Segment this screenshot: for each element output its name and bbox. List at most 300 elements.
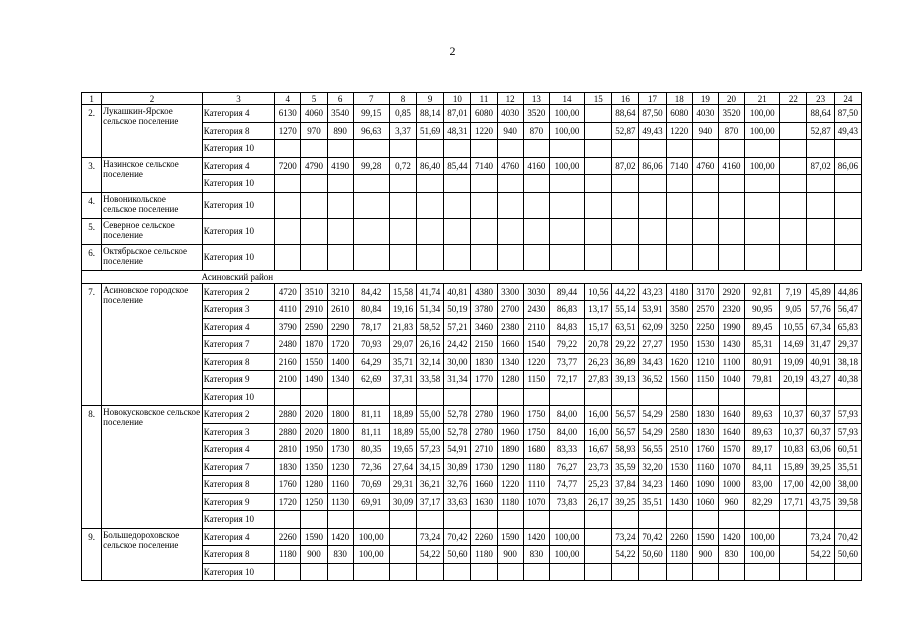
header-cell: 19 [692,93,718,105]
value-cell: 830 [718,546,744,564]
value-cell: 70,93 [353,336,389,354]
value-cell: 3580 [666,301,692,319]
row-number: 6. [82,244,102,270]
category-cell: Категория 10 [202,140,274,158]
value-cell [718,388,744,406]
value-cell: 1570 [718,441,744,459]
value-cell: 1830 [692,423,718,441]
data-table [81,92,862,581]
value-cell: 54,22 [417,546,444,564]
value-cell: 79,81 [745,371,780,389]
value-cell: 10,37 [780,406,807,424]
header-cell: 3 [202,93,274,105]
value-cell: 1420 [523,528,549,546]
category-cell: Категория 8 [202,353,274,371]
value-cell: 1340 [497,353,523,371]
value-cell: 26,23 [585,353,612,371]
category-cell: Категория 2 [202,283,274,301]
header-cell: 13 [523,93,549,105]
value-cell: 2480 [275,336,301,354]
value-cell [301,563,327,581]
value-cell [807,388,834,406]
value-cell: 4760 [497,157,523,175]
value-cell: 40,91 [807,353,834,371]
value-cell: 42,00 [807,476,834,494]
value-cell: 970 [301,122,327,140]
value-cell: 82,29 [745,493,780,511]
settlement-name: Назинское сельское поселение [102,157,203,192]
value-cell: 900 [301,546,327,564]
value-cell: 960 [718,493,744,511]
value-cell [301,218,327,244]
value-cell: 44,22 [612,283,639,301]
value-cell [389,511,416,529]
value-cell: 4190 [327,157,353,175]
value-cell: 7140 [666,157,692,175]
value-cell: 1250 [301,493,327,511]
value-cell [834,244,861,270]
value-cell [745,192,780,218]
value-cell: 3790 [275,318,301,336]
value-cell [585,122,612,140]
category-cell: Категория 2 [202,406,274,424]
value-cell [834,140,861,158]
value-cell: 1680 [523,441,549,459]
value-cell [523,218,549,244]
value-cell: 39,25 [612,493,639,511]
value-cell: 80,91 [745,353,780,371]
value-cell: 34,43 [639,353,666,371]
value-cell: 1560 [666,371,692,389]
value-cell: 1180 [275,546,301,564]
value-cell: 76,27 [549,458,584,476]
value-cell: 830 [523,546,549,564]
value-cell [497,244,523,270]
value-cell: 1150 [523,371,549,389]
value-cell: 62,09 [639,318,666,336]
value-cell [444,218,471,244]
value-cell: 57,93 [834,423,861,441]
value-cell [389,563,416,581]
value-cell: 38,00 [834,476,861,494]
value-cell: 37,31 [389,371,416,389]
value-cell [692,192,718,218]
value-cell: 3210 [327,283,353,301]
value-cell: 89,63 [745,423,780,441]
row-number: 4. [82,192,102,218]
value-cell: 15,58 [389,283,416,301]
value-cell [523,388,549,406]
value-cell: 2260 [666,528,692,546]
value-cell [612,388,639,406]
value-cell: 4760 [692,157,718,175]
value-cell [301,175,327,193]
value-cell: 79,22 [549,336,584,354]
value-cell [585,244,612,270]
value-cell [834,563,861,581]
value-cell: 0,72 [389,157,416,175]
value-cell: 39,25 [807,458,834,476]
value-cell: 1040 [718,371,744,389]
value-cell: 3030 [523,283,549,301]
value-cell [389,388,416,406]
value-cell: 100,00 [549,528,584,546]
settlement-name: Октябрьское сельское поселение [102,244,203,270]
header-cell: 17 [639,93,666,105]
value-cell: 2110 [523,318,549,336]
value-cell [389,218,416,244]
value-cell: 15,17 [585,318,612,336]
value-cell [497,563,523,581]
table-body-lower [82,283,862,581]
value-cell: 10,56 [585,283,612,301]
value-cell: 58,52 [417,318,444,336]
value-cell: 1430 [666,493,692,511]
value-cell: 7200 [275,157,301,175]
value-cell: 50,60 [639,546,666,564]
value-cell: 92,81 [745,283,780,301]
value-cell: 84,83 [549,318,584,336]
value-cell: 80,35 [353,441,389,459]
value-cell: 1660 [471,476,497,494]
value-cell: 100,00 [549,122,584,140]
value-cell [497,192,523,218]
value-cell: 58,93 [612,441,639,459]
value-cell: 54,22 [612,546,639,564]
value-cell: 73,24 [807,528,834,546]
value-cell: 34,23 [639,476,666,494]
value-cell: 2700 [497,301,523,319]
category-cell: Категория 3 [202,423,274,441]
value-cell: 100,00 [549,105,584,123]
value-cell: 16,67 [585,441,612,459]
value-cell: 7,19 [780,283,807,301]
value-cell: 3520 [718,105,744,123]
value-cell: 33,63 [444,493,471,511]
value-cell: 87,02 [807,157,834,175]
category-cell: Категория 8 [202,546,274,564]
value-cell [389,546,416,564]
value-cell: 10,83 [780,441,807,459]
settlement-name: Новокусковское сельское поселение [102,406,203,529]
value-cell [612,244,639,270]
value-cell [471,218,497,244]
header-cell: 12 [497,93,523,105]
value-cell [471,175,497,193]
header-cell: 18 [666,93,692,105]
value-cell [549,218,584,244]
header-cell: 21 [745,93,780,105]
value-cell [389,192,416,218]
value-cell: 54,29 [639,406,666,424]
value-cell [301,511,327,529]
value-cell [327,175,353,193]
value-cell [780,528,807,546]
value-cell: 100,00 [745,105,780,123]
value-cell [275,218,301,244]
header-row [82,93,862,105]
header-cell: 8 [389,93,416,105]
settlement-name: Лукашкин-Ярское сельское поселение [102,105,203,158]
table-row [82,192,862,218]
value-cell: 3510 [301,283,327,301]
value-cell: 2610 [327,301,353,319]
value-cell: 1590 [497,528,523,546]
value-cell [807,511,834,529]
value-cell [780,388,807,406]
value-cell: 2160 [275,353,301,371]
row-number: 7. [82,283,102,406]
value-cell: 1150 [692,371,718,389]
value-cell: 13,17 [585,301,612,319]
value-cell: 100,00 [745,528,780,546]
value-cell: 63,06 [807,441,834,459]
value-cell: 80,84 [353,301,389,319]
value-cell: 30,00 [444,353,471,371]
value-cell: 3780 [471,301,497,319]
value-cell: 3170 [692,283,718,301]
value-cell: 52,87 [807,122,834,140]
value-cell: 57,23 [417,441,444,459]
value-cell [780,546,807,564]
value-cell: 1890 [497,441,523,459]
value-cell [417,218,444,244]
value-cell: 89,63 [745,406,780,424]
value-cell: 2780 [471,406,497,424]
value-cell: 1230 [327,458,353,476]
value-cell [718,511,744,529]
value-cell: 99,28 [353,157,389,175]
value-cell [523,244,549,270]
value-cell [549,192,584,218]
value-cell: 35,51 [639,493,666,511]
value-cell: 6080 [471,105,497,123]
value-cell [807,175,834,193]
row-number: 8. [82,406,102,529]
value-cell [585,388,612,406]
value-cell: 72,36 [353,458,389,476]
header-cell: 23 [807,93,834,105]
value-cell: 1100 [718,353,744,371]
value-cell: 54,29 [639,423,666,441]
category-cell: Категория 10 [202,192,274,218]
value-cell: 7140 [471,157,497,175]
value-cell: 29,31 [389,476,416,494]
value-cell: 37,84 [612,476,639,494]
header-cell: 6 [327,93,353,105]
value-cell [497,511,523,529]
value-cell [780,218,807,244]
value-cell [275,511,301,529]
value-cell [834,175,861,193]
category-cell: Категория 4 [202,528,274,546]
value-cell: 60,37 [807,406,834,424]
value-cell: 2430 [523,301,549,319]
header-cell: 20 [718,93,744,105]
value-cell: 54,22 [807,546,834,564]
value-cell [275,244,301,270]
value-cell: 16,00 [585,423,612,441]
value-cell: 1070 [718,458,744,476]
value-cell: 19,09 [780,353,807,371]
value-cell [745,511,780,529]
value-cell [389,528,416,546]
value-cell [353,511,389,529]
value-cell: 52,78 [444,423,471,441]
category-cell: Категория 10 [202,563,274,581]
value-cell: 1540 [523,336,549,354]
value-cell: 3460 [471,318,497,336]
value-cell: 51,34 [417,301,444,319]
value-cell: 27,64 [389,458,416,476]
category-cell: Категория 8 [202,476,274,494]
value-cell: 1180 [471,546,497,564]
table-row [82,244,862,270]
value-cell: 83,00 [745,476,780,494]
value-cell: 39,58 [834,493,861,511]
table-row [82,157,862,175]
value-cell: 84,42 [353,283,389,301]
value-cell [585,157,612,175]
category-cell: Категория 10 [202,388,274,406]
value-cell: 1340 [327,371,353,389]
value-cell: 900 [497,546,523,564]
value-cell: 1620 [666,353,692,371]
value-cell: 55,14 [612,301,639,319]
value-cell: 1160 [327,476,353,494]
value-cell [417,244,444,270]
value-cell: 85,44 [444,157,471,175]
value-cell: 1490 [301,371,327,389]
district-name: Асиновский район [102,270,862,283]
value-cell [745,140,780,158]
value-cell: 870 [523,122,549,140]
value-cell: 100,00 [745,122,780,140]
value-cell [666,563,692,581]
value-cell: 63,51 [612,318,639,336]
value-cell [780,244,807,270]
value-cell: 940 [497,122,523,140]
value-cell: 50,19 [444,301,471,319]
value-cell [417,563,444,581]
value-cell [301,244,327,270]
value-cell [444,140,471,158]
header-cell: 24 [834,93,861,105]
value-cell: 1180 [497,493,523,511]
value-cell: 1830 [275,458,301,476]
value-cell [389,140,416,158]
value-cell: 1800 [327,406,353,424]
value-cell [780,511,807,529]
value-cell: 32,20 [639,458,666,476]
value-cell [718,244,744,270]
value-cell: 1630 [471,493,497,511]
table-row [82,283,862,301]
category-cell: Категория 10 [202,244,274,270]
value-cell [471,511,497,529]
value-cell: 70,42 [444,528,471,546]
value-cell: 1110 [523,476,549,494]
value-cell [523,192,549,218]
value-cell [585,218,612,244]
value-cell [327,388,353,406]
value-cell [780,175,807,193]
value-cell: 84,11 [745,458,780,476]
value-cell: 62,69 [353,371,389,389]
value-cell: 35,71 [389,353,416,371]
value-cell: 37,17 [417,493,444,511]
value-cell: 1070 [523,493,549,511]
category-cell: Категория 7 [202,458,274,476]
value-cell [444,244,471,270]
value-cell: 87,01 [444,105,471,123]
value-cell [353,218,389,244]
value-cell: 64,29 [353,353,389,371]
value-cell [745,388,780,406]
value-cell: 1420 [327,528,353,546]
value-cell [549,244,584,270]
row-number: 5. [82,218,102,244]
value-cell: 1530 [692,336,718,354]
value-cell: 21,83 [389,318,416,336]
category-cell: Категория 4 [202,157,274,175]
value-cell: 52,78 [444,406,471,424]
value-cell: 87,02 [612,157,639,175]
value-cell: 1590 [301,528,327,546]
value-cell: 19,16 [389,301,416,319]
value-cell: 90,95 [745,301,780,319]
value-cell: 4030 [692,105,718,123]
value-cell [807,563,834,581]
value-cell: 29,22 [612,336,639,354]
value-cell: 1830 [692,406,718,424]
value-cell [275,175,301,193]
value-cell [549,563,584,581]
value-cell: 1000 [718,476,744,494]
value-cell: 10,55 [780,318,807,336]
value-cell: 1400 [327,353,353,371]
value-cell: 86,06 [834,157,861,175]
value-cell: 1130 [327,493,353,511]
value-cell: 2710 [471,441,497,459]
value-cell [639,218,666,244]
value-cell: 1730 [327,441,353,459]
value-cell [417,511,444,529]
value-cell: 26,17 [585,493,612,511]
settlement-name: Северное сельское поселение [102,218,203,244]
value-cell: 17,00 [780,476,807,494]
value-cell [692,140,718,158]
value-cell [444,563,471,581]
value-cell: 2250 [692,318,718,336]
row-number: 2. [82,105,102,158]
value-cell: 2880 [275,406,301,424]
value-cell: 2570 [692,301,718,319]
value-cell [718,192,744,218]
value-cell: 3,37 [389,122,416,140]
value-cell [780,105,807,123]
value-cell [444,175,471,193]
value-cell [639,388,666,406]
value-cell: 100,00 [549,546,584,564]
value-cell: 35,51 [834,458,861,476]
value-cell: 87,50 [834,105,861,123]
value-cell: 1950 [301,441,327,459]
value-cell: 6130 [275,105,301,123]
value-cell: 89,17 [745,441,780,459]
header-cell: 7 [353,93,389,105]
value-cell [389,175,416,193]
